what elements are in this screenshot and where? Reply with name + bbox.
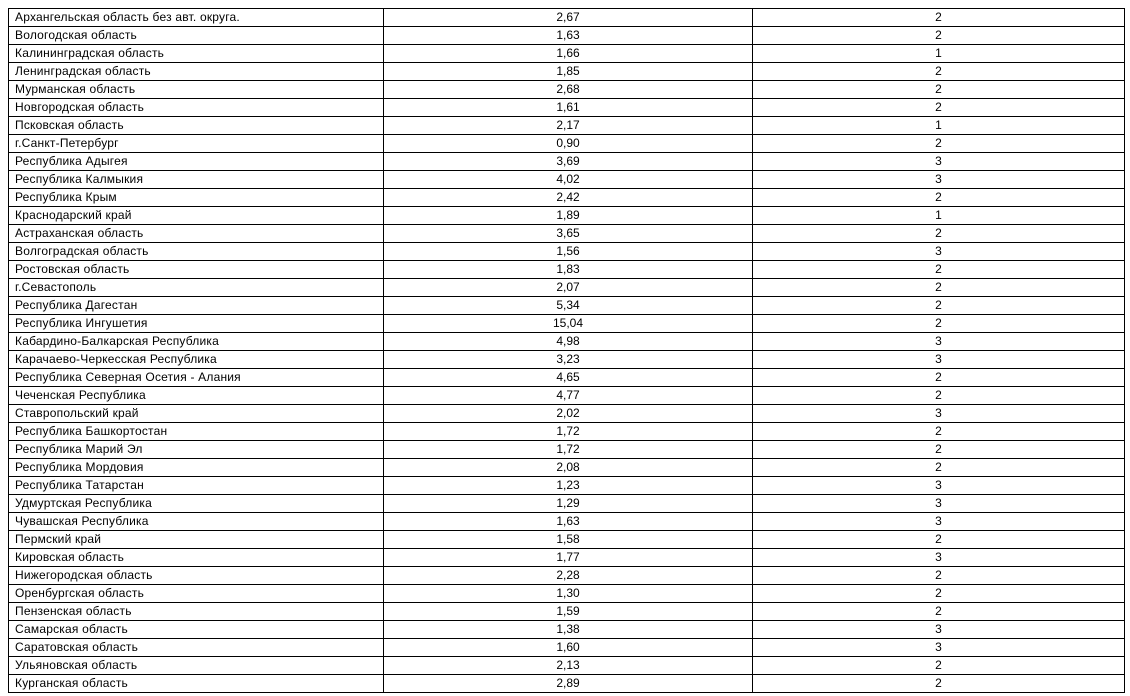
value-cell: 1,63 [384, 513, 753, 531]
value-cell: 1,66 [384, 45, 753, 63]
table-body [9, 9, 1125, 693]
value-cell: 1,30 [384, 585, 753, 603]
group-cell: 1 [753, 45, 1125, 63]
table-row [9, 639, 1125, 657]
table-row [9, 135, 1125, 153]
region-name-cell: Волгоградская область [9, 243, 384, 261]
value-cell: 2,89 [384, 675, 753, 693]
group-cell: 2 [753, 99, 1125, 117]
group-cell: 2 [753, 423, 1125, 441]
table-row [9, 153, 1125, 171]
group-cell: 3 [753, 513, 1125, 531]
value-cell: 2,07 [384, 279, 753, 297]
region-name-cell: Новгородская область [9, 99, 384, 117]
value-cell: 1,59 [384, 603, 753, 621]
group-cell: 2 [753, 297, 1125, 315]
region-name-cell: Республика Калмыкия [9, 171, 384, 189]
table-row [9, 225, 1125, 243]
table-row [9, 27, 1125, 45]
group-cell: 2 [753, 603, 1125, 621]
group-cell: 2 [753, 135, 1125, 153]
region-name-cell: Республика Марий Эл [9, 441, 384, 459]
group-cell: 3 [753, 477, 1125, 495]
region-name-cell: Республика Северная Осетия - Алания [9, 369, 384, 387]
group-cell: 2 [753, 675, 1125, 693]
region-name-cell: Кировская область [9, 549, 384, 567]
group-cell: 3 [753, 495, 1125, 513]
value-cell: 1,72 [384, 441, 753, 459]
region-name-cell: Нижегородская область [9, 567, 384, 585]
region-name-cell: Республика Башкортостан [9, 423, 384, 441]
group-cell: 2 [753, 459, 1125, 477]
table-row [9, 675, 1125, 693]
value-cell: 3,23 [384, 351, 753, 369]
group-cell: 3 [753, 243, 1125, 261]
value-cell: 1,61 [384, 99, 753, 117]
group-cell: 2 [753, 9, 1125, 27]
region-name-cell: Оренбургская область [9, 585, 384, 603]
value-cell: 2,67 [384, 9, 753, 27]
table-row [9, 423, 1125, 441]
table-row [9, 189, 1125, 207]
region-name-cell: Удмуртская Республика [9, 495, 384, 513]
value-cell: 4,65 [384, 369, 753, 387]
value-cell: 3,65 [384, 225, 753, 243]
region-name-cell: Республика Дагестан [9, 297, 384, 315]
group-cell: 3 [753, 333, 1125, 351]
group-cell: 3 [753, 639, 1125, 657]
table-row [9, 117, 1125, 135]
table-row [9, 459, 1125, 477]
table-row [9, 351, 1125, 369]
value-cell: 1,83 [384, 261, 753, 279]
region-name-cell: Калининградская область [9, 45, 384, 63]
group-cell: 2 [753, 225, 1125, 243]
value-cell: 1,72 [384, 423, 753, 441]
value-cell: 2,08 [384, 459, 753, 477]
table-row [9, 63, 1125, 81]
region-name-cell: Самарская область [9, 621, 384, 639]
group-cell: 2 [753, 189, 1125, 207]
region-name-cell: Чеченская Республика [9, 387, 384, 405]
table-row [9, 495, 1125, 513]
group-cell: 2 [753, 279, 1125, 297]
region-name-cell: Саратовская область [9, 639, 384, 657]
group-cell: 2 [753, 441, 1125, 459]
group-cell: 2 [753, 27, 1125, 45]
value-cell: 4,98 [384, 333, 753, 351]
regions-table [8, 8, 1125, 693]
region-name-cell: Пензенская область [9, 603, 384, 621]
value-cell: 0,90 [384, 135, 753, 153]
group-cell: 3 [753, 549, 1125, 567]
region-name-cell: Чувашская Республика [9, 513, 384, 531]
region-name-cell: г.Санкт-Петербург [9, 135, 384, 153]
region-name-cell: Курганская область [9, 675, 384, 693]
group-cell: 3 [753, 171, 1125, 189]
group-cell: 3 [753, 405, 1125, 423]
value-cell: 1,89 [384, 207, 753, 225]
table-row [9, 45, 1125, 63]
table-row [9, 513, 1125, 531]
table-row [9, 171, 1125, 189]
value-cell: 1,63 [384, 27, 753, 45]
table-row [9, 585, 1125, 603]
table-row [9, 243, 1125, 261]
value-cell: 4,02 [384, 171, 753, 189]
table-row [9, 333, 1125, 351]
group-cell: 2 [753, 585, 1125, 603]
table-row [9, 9, 1125, 27]
table-row [9, 99, 1125, 117]
value-cell: 4,77 [384, 387, 753, 405]
value-cell: 1,23 [384, 477, 753, 495]
group-cell: 2 [753, 81, 1125, 99]
value-cell: 1,56 [384, 243, 753, 261]
group-cell: 2 [753, 657, 1125, 675]
value-cell: 5,34 [384, 297, 753, 315]
group-cell: 3 [753, 153, 1125, 171]
value-cell: 2,68 [384, 81, 753, 99]
group-cell: 1 [753, 207, 1125, 225]
table-row [9, 315, 1125, 333]
value-cell: 1,77 [384, 549, 753, 567]
group-cell: 2 [753, 567, 1125, 585]
table-row [9, 477, 1125, 495]
table-row [9, 81, 1125, 99]
region-name-cell: Кабардино-Балкарская Республика [9, 333, 384, 351]
group-cell: 2 [753, 387, 1125, 405]
region-name-cell: Мурманская область [9, 81, 384, 99]
table-row [9, 567, 1125, 585]
value-cell: 1,60 [384, 639, 753, 657]
region-name-cell: Краснодарский край [9, 207, 384, 225]
region-name-cell: Пермский край [9, 531, 384, 549]
table-row [9, 621, 1125, 639]
region-name-cell: Республика Адыгея [9, 153, 384, 171]
region-name-cell: Республика Крым [9, 189, 384, 207]
region-name-cell: Республика Мордовия [9, 459, 384, 477]
region-name-cell: Ростовская область [9, 261, 384, 279]
region-name-cell: Архангельская область без авт. округа. [9, 9, 384, 27]
table-row [9, 261, 1125, 279]
table-row [9, 207, 1125, 225]
region-name-cell: Ставропольский край [9, 405, 384, 423]
value-cell: 2,28 [384, 567, 753, 585]
table-row [9, 549, 1125, 567]
table-row [9, 279, 1125, 297]
value-cell: 2,17 [384, 117, 753, 135]
group-cell: 3 [753, 621, 1125, 639]
table-row [9, 657, 1125, 675]
region-name-cell: Вологодская область [9, 27, 384, 45]
value-cell: 1,38 [384, 621, 753, 639]
region-name-cell: Карачаево-Черкесская Республика [9, 351, 384, 369]
table-row [9, 441, 1125, 459]
value-cell: 1,29 [384, 495, 753, 513]
group-cell: 2 [753, 315, 1125, 333]
value-cell: 1,58 [384, 531, 753, 549]
region-name-cell: г.Севастополь [9, 279, 384, 297]
value-cell: 2,13 [384, 657, 753, 675]
table-row [9, 297, 1125, 315]
table-row [9, 369, 1125, 387]
group-cell: 1 [753, 117, 1125, 135]
group-cell: 2 [753, 261, 1125, 279]
region-name-cell: Ульяновская область [9, 657, 384, 675]
region-name-cell: Ленинградская область [9, 63, 384, 81]
value-cell: 3,69 [384, 153, 753, 171]
table-row [9, 603, 1125, 621]
region-name-cell: Республика Татарстан [9, 477, 384, 495]
table-row [9, 531, 1125, 549]
region-name-cell: Псковская область [9, 117, 384, 135]
value-cell: 1,85 [384, 63, 753, 81]
value-cell: 15,04 [384, 315, 753, 333]
group-cell: 2 [753, 63, 1125, 81]
value-cell: 2,42 [384, 189, 753, 207]
group-cell: 2 [753, 531, 1125, 549]
group-cell: 3 [753, 351, 1125, 369]
table-row [9, 387, 1125, 405]
value-cell: 2,02 [384, 405, 753, 423]
region-name-cell: Республика Ингушетия [9, 315, 384, 333]
region-name-cell: Астраханская область [9, 225, 384, 243]
table-row [9, 405, 1125, 423]
group-cell: 2 [753, 369, 1125, 387]
